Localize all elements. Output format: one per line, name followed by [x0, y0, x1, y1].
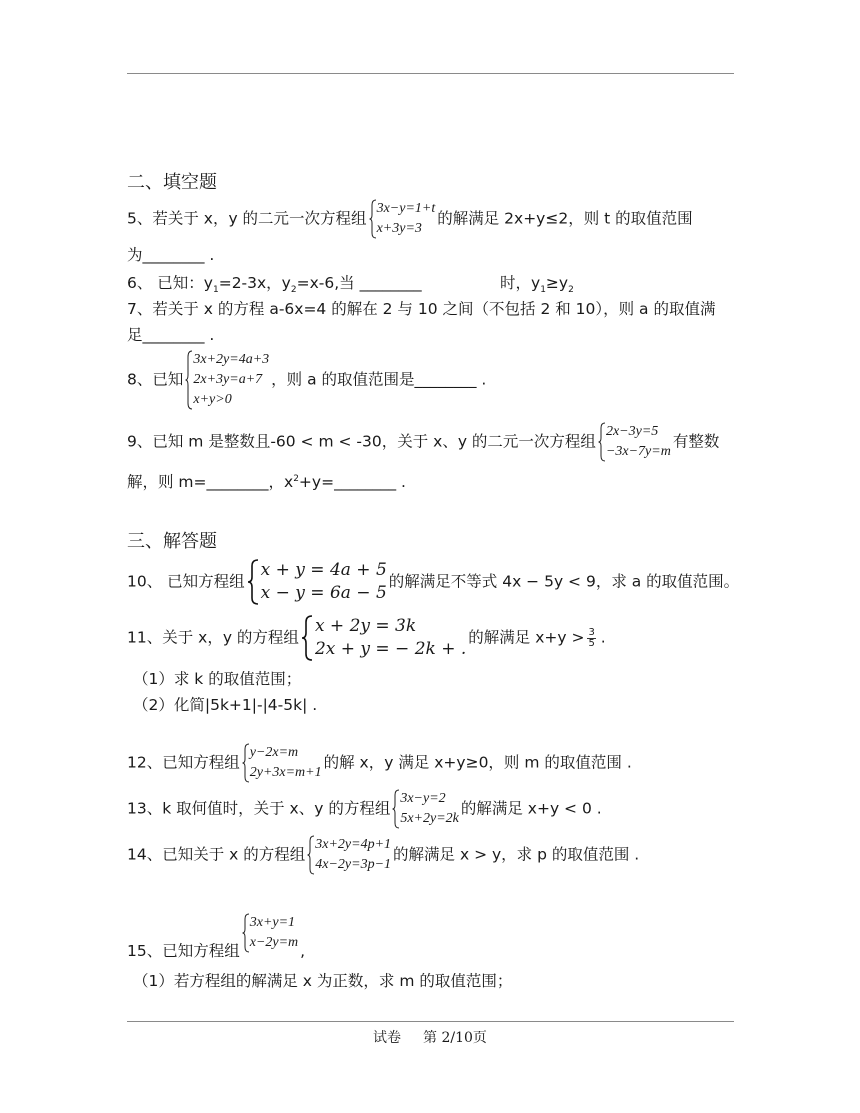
q12-suffix: 的解 x，y 满足 x+y≥0，则 m 的取值范围 . [323, 753, 632, 772]
q14-suffix: 的解满足 x > y，求 p 的取值范围 . [393, 845, 640, 864]
q9-line2-b: +y=________ . [298, 473, 406, 492]
question-8 [127, 350, 486, 410]
q6-tail [500, 273, 574, 300]
q15-suffix: , [300, 941, 306, 960]
page-number: 第 2/10页 [423, 1030, 487, 1046]
q10-prefix: 10、 已知方程组 [127, 572, 245, 591]
q8-eq1: 3x+2y=4a+3 [193, 352, 270, 367]
q13-suffix: 的解满足 x+y < 0 . [460, 799, 602, 818]
q11-sub1: （1）求 k 的取值范围； [133, 670, 302, 688]
brace-icon [242, 743, 250, 783]
q11-equation-system [301, 615, 466, 661]
q12-prefix: 12、已知方程组 [127, 753, 240, 772]
q8-equation-system [185, 350, 269, 410]
q6-eq-a: =2-3x，y [218, 274, 291, 292]
q11-sub2: （2）化简|5k+1|-|4-5k| . [133, 696, 318, 714]
q9-line2 [127, 469, 406, 492]
brace-icon [247, 559, 259, 605]
q14-equation-system [307, 835, 391, 875]
q13-eq1: 3x−y=2 [400, 791, 446, 806]
q12-equation-system [242, 743, 322, 783]
q9-suffix: 有整数 [672, 432, 720, 451]
brace-icon [369, 199, 377, 239]
q10-eq1: x + y = 4a + 5 [260, 560, 387, 580]
q9-eq2: −3x−7y=m [605, 444, 671, 459]
footer-label: 试卷 [373, 1030, 402, 1046]
footer-rule [127, 1021, 734, 1022]
q8-eq2: 2x+3y=a+7 [193, 372, 263, 387]
q8-prefix: 8、已知 [127, 370, 184, 389]
q9-sup: 2 [293, 474, 299, 484]
brace-icon [392, 789, 400, 829]
brace-icon [301, 615, 313, 661]
question-10 [127, 559, 739, 605]
q5-eq1: 3x−y=1+t [376, 201, 436, 216]
q6-sub-2: 2 [290, 285, 297, 296]
q15-eq1: 3x+y=1 [249, 915, 296, 930]
q11-suffix: 的解满足 x+y > [468, 628, 585, 647]
question-15 [127, 913, 306, 960]
q6-ge: ≥y [545, 274, 569, 292]
q11-eq2: 2x + y = − 2k + . [314, 639, 467, 659]
q9-eq1: 2x−3y=5 [605, 424, 659, 439]
q6-eq-b: =x-6,当 ________ [296, 274, 422, 292]
q13-prefix: 13、k 取何值时，关于 x、y 的方程组 [127, 799, 391, 818]
page-footer [0, 1027, 860, 1047]
q5-eq2: x+3y=3 [376, 221, 422, 236]
q9-equation-system [598, 422, 671, 462]
q8-suffix: ，则 a 的取值范围是________ . [271, 370, 487, 389]
q11-prefix: 11、关于 x，y 的方程组 [127, 628, 299, 647]
q14-eq2: 4x−2y=3p−1 [315, 857, 392, 872]
q6-sub-2b: 2 [568, 285, 574, 296]
q14-eq1: 3x+2y=4p+1 [315, 837, 392, 852]
q14-prefix: 14、已知关于 x 的方程组 [127, 845, 306, 864]
q10-eq2: x − y = 6a − 5 [260, 583, 387, 603]
q9-prefix: 9、已知 m 是整数且-60 < m < -30，关于 x、y 的二元一次方程组 [127, 432, 596, 451]
q9-line2-a: 解，则 m=________，x [127, 473, 294, 492]
brace-icon [242, 913, 250, 953]
q11-fraction [587, 628, 595, 649]
q15-eq2: x−2y=m [249, 935, 299, 950]
question-11 [127, 615, 606, 661]
question-13 [127, 789, 602, 829]
q6-sub-1: 1 [212, 285, 219, 296]
q12-eq2: 2y+3x=m+1 [249, 765, 322, 780]
q11-period: . [600, 628, 606, 647]
q7-line1: 7、若关于 x 的方程 a-6x=4 的解在 2 与 10 之间（不包括 2 和 10），则 a 的取值满 [127, 300, 716, 318]
q5-equation-system [369, 199, 436, 239]
brace-icon [598, 422, 606, 462]
q5-prefix: 5、若关于 x，y 的二元一次方程组 [127, 209, 367, 228]
question-6 [127, 273, 422, 300]
q15-equation-system [242, 913, 298, 953]
q8-eq3: x+y>0 [193, 392, 232, 407]
q12-eq1: y−2x=m [249, 745, 299, 760]
section-title-fill-blank: 二、填空题 [127, 172, 217, 193]
q7-line2: 足________ . [127, 326, 215, 344]
header-rule [127, 73, 734, 74]
q15-prefix: 15、已知方程组 [127, 941, 240, 960]
q13-equation-system [392, 789, 459, 829]
q6-sub-1b: 1 [540, 285, 546, 296]
q13-eq2: 5x+2y=2k [400, 811, 459, 826]
question-5 [127, 199, 693, 239]
brace-icon [185, 350, 193, 410]
question-14 [127, 835, 639, 875]
q6-prefix: 6、 已知：y [127, 274, 213, 292]
brace-icon [307, 835, 315, 875]
q10-suffix: 的解满足不等式 4x − 5y < 9，求 a 的取值范围。 [388, 572, 740, 591]
q11-frac-den: 5 [588, 637, 595, 649]
q5-line2: 为________ . [127, 246, 215, 264]
q15-sub1: （1）若方程组的解满足 x 为正数，求 m 的取值范围； [133, 972, 513, 990]
q6-suffix: 时，y [500, 274, 541, 292]
q5-suffix: 的解满足 2x+y≤2，则 t 的取值范围 [437, 209, 693, 228]
question-9 [127, 422, 719, 462]
q11-eq1: x + 2y = 3k [314, 616, 417, 636]
q11-frac-num: 3 [588, 626, 595, 638]
section-title-answer: 三、解答题 [127, 531, 217, 552]
question-12 [127, 743, 632, 783]
q10-equation-system [247, 559, 387, 605]
